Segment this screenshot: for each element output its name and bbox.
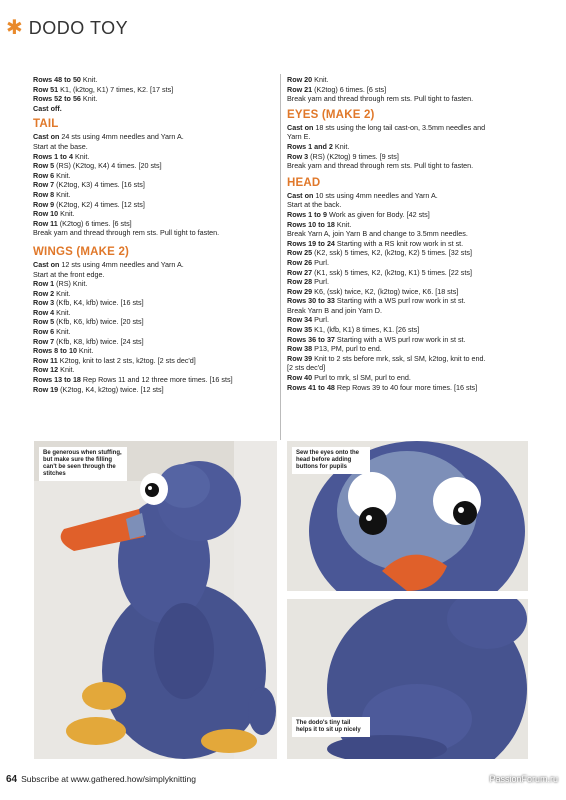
instruction-line	[33, 94, 233, 104]
instruction-line	[33, 190, 233, 200]
instruction-text: Knit.	[54, 170, 71, 180]
instruction-line	[287, 200, 486, 210]
instruction-row-label: Row 5	[33, 317, 55, 327]
instruction-line	[33, 308, 233, 318]
instruction-text: Break yarn and thread through rem sts. Pull tight to fasten.	[287, 161, 474, 171]
photo-dodo-side	[34, 441, 277, 759]
instruction-line	[287, 220, 486, 230]
page-footer	[6, 774, 196, 785]
instruction-row-label: Rows 8 to 10	[33, 346, 77, 356]
instruction-row-label: Cast on	[287, 190, 314, 200]
instruction-row-label: Rows 52 to 56	[33, 94, 81, 104]
instruction-text: (K2, ssk) 5 times, K2, (k2tog, K2) 5 times. [32 sts]	[312, 248, 472, 258]
instruction-line	[287, 210, 486, 220]
instruction-row-label: Rows 13 to 18	[33, 375, 81, 385]
instruction-text: (K2tog, K4, k2tog) twice. [12 sts]	[58, 384, 164, 394]
instruction-row-label: Rows 48 to 50	[33, 75, 81, 84]
instruction-line	[33, 356, 233, 366]
instruction-line	[33, 85, 233, 95]
instruction-text: Knit.	[54, 189, 71, 199]
instruction-text: Start at the back.	[287, 200, 342, 210]
instruction-line	[287, 325, 486, 335]
instruction-line	[33, 260, 233, 270]
instruction-row-label: Row 34	[287, 315, 313, 325]
instruction-row-label: Cast on	[33, 259, 60, 269]
instruction-text: Break Yarn B and join Yarn D.	[287, 305, 382, 315]
instruction-line	[33, 375, 233, 385]
instruction-line	[287, 268, 486, 278]
instruction-text: Knit.	[312, 75, 329, 84]
instruction-row-label: Rows 19 to 24	[287, 238, 335, 248]
instruction-line	[287, 287, 486, 297]
column-divider	[280, 74, 281, 440]
instruction-text: Break yarn and thread through rem sts. Pull tight to fasten.	[287, 94, 474, 104]
instruction-text: 12 sts using 4mm needles and Yarn A.	[59, 259, 184, 269]
instruction-text: Knit.	[332, 141, 350, 151]
wings-instructions	[33, 260, 233, 394]
tail-instructions	[33, 132, 233, 238]
instruction-text: Knit.	[334, 219, 352, 229]
instruction-row-label: Row 21	[287, 84, 313, 94]
instruction-text: Knit.	[76, 346, 94, 356]
instruction-row-label: Row 11	[33, 218, 58, 228]
instruction-line	[33, 289, 233, 299]
instruction-row-label: Row 35	[287, 325, 313, 335]
instruction-line	[287, 85, 486, 95]
instruction-row-label: Row 5	[33, 161, 55, 171]
instruction-line	[287, 315, 486, 325]
wings-heading: WINGS (MAKE 2)	[33, 245, 130, 258]
instruction-row-label: Row 3	[33, 298, 55, 308]
head-instructions	[287, 191, 486, 392]
instruction-line	[287, 335, 486, 345]
instruction-line	[33, 337, 233, 347]
instruction-line	[287, 123, 486, 133]
instruction-text: 18 sts using the long tail cast-on, 3.5mm needles and	[313, 122, 486, 132]
instruction-line	[33, 270, 233, 280]
instruction-row-label: Row 51	[33, 84, 59, 94]
instruction-text: (RS) (K2tog) 9 times. [9 sts]	[308, 151, 399, 161]
right-column	[287, 75, 486, 392]
instruction-text: (K2tog, K2) 4 times. [12 sts]	[54, 199, 145, 209]
instruction-text: Purl.	[312, 277, 329, 287]
instruction-row-label: Cast on	[287, 122, 314, 132]
instruction-row-label: Row 6	[33, 170, 55, 180]
instruction-line	[33, 346, 233, 356]
instruction-text: Purl to mrk, sl SM, purl to end.	[312, 373, 411, 383]
instruction-line	[33, 209, 233, 219]
instruction-line	[287, 248, 486, 258]
instruction-line	[287, 161, 486, 171]
left-column	[33, 75, 233, 394]
instruction-text: Rep Rows 11 and 12 three more times. [16 sts]	[80, 375, 233, 385]
instruction-line	[287, 363, 486, 373]
instruction-row-label: Rows 41 to 48	[287, 382, 335, 392]
page-number: 64	[6, 774, 18, 785]
instruction-text: Knit.	[80, 94, 98, 104]
instruction-row-label: Row 12	[33, 365, 59, 375]
instruction-row-label: Rows 1 and 2	[287, 141, 333, 151]
instruction-line	[33, 228, 233, 238]
instruction-line	[287, 258, 486, 268]
caption-tail: The dodo's tiny tail helps it to sit up nicely	[292, 717, 370, 737]
instruction-row-label: Row 10	[33, 209, 59, 219]
instruction-text: Starting with a WS purl row work in st st.	[334, 296, 466, 306]
head-heading: HEAD	[287, 176, 321, 189]
instruction-text: Knit to 2 sts before mrk, ssk, sl SM, k2tog, knit to end.	[312, 353, 486, 363]
instruction-row-label: Row 6	[33, 327, 55, 337]
instruction-text: [2 sts dec'd]	[287, 363, 326, 373]
instruction-text: Purl.	[312, 257, 329, 267]
eyes-instructions	[287, 123, 486, 171]
right-intro	[287, 75, 486, 104]
instruction-row-label: Row 9	[33, 199, 55, 209]
instruction-text: (K2tog, K3) 4 times. [16 sts]	[54, 180, 145, 190]
instruction-row-label: Rows 1 to 4	[33, 151, 73, 161]
instruction-text: 10 sts using 4mm needles and Yarn A.	[313, 190, 438, 200]
instruction-line	[33, 161, 233, 171]
instruction-line	[287, 229, 486, 239]
instruction-row-label: Row 19	[33, 384, 59, 394]
instruction-text: (RS) (K2tog, K4) 4 times. [20 sts]	[54, 161, 162, 171]
instruction-line	[287, 296, 486, 306]
instruction-text: K1, (kfb, K1) 8 times, K1. [26 sts]	[312, 325, 420, 335]
instruction-row-label: Row 38	[287, 344, 313, 354]
instruction-text: Start at the base.	[33, 141, 88, 151]
instruction-row-label: Row 20	[287, 75, 313, 84]
instruction-text: (RS) Knit.	[54, 279, 88, 289]
instruction-text: Knit.	[72, 151, 90, 161]
instruction-row-label: Row 39	[287, 353, 313, 363]
instruction-line	[33, 219, 233, 229]
watermark: PassionForum.ru	[489, 774, 558, 784]
instruction-line	[287, 132, 486, 142]
instruction-text: Work as given for Body. [42 sts]	[326, 209, 430, 219]
instruction-line	[287, 75, 486, 85]
instruction-text: K6, (ssk) twice, K2, (k2tog) twice, K6. [18 sts]	[312, 286, 459, 296]
caption-eyes: Sew the eyes onto the head before adding buttons for pupils	[292, 447, 370, 474]
instruction-text: Starting with a RS knit row work in st st.	[334, 238, 464, 248]
instruction-row-label: Row 27	[287, 267, 313, 277]
instruction-line	[33, 279, 233, 289]
instruction-line	[287, 152, 486, 162]
photo-dodo-tail	[287, 599, 528, 759]
instruction-line	[287, 142, 486, 152]
instruction-row-label: Row 28	[287, 277, 313, 287]
instruction-text: (Kfb, K4, kfb) twice. [16 sts]	[54, 298, 144, 308]
instruction-text: (K2tog) 6 times. [6 sts]	[57, 218, 132, 228]
instruction-text: Knit.	[54, 288, 71, 298]
instruction-line	[287, 373, 486, 383]
section-title: DODO TOY	[28, 17, 129, 38]
instruction-row-label: Rows 10 to 18	[287, 219, 335, 229]
instruction-text: Yarn E.	[287, 132, 311, 142]
instruction-text: Knit.	[58, 365, 75, 375]
section-header	[6, 17, 128, 39]
instruction-line	[33, 152, 233, 162]
instruction-line	[33, 327, 233, 337]
instruction-row-label: Row 26	[287, 257, 313, 267]
instruction-line	[33, 365, 233, 375]
instruction-line	[287, 94, 486, 104]
instruction-row-label: Row 29	[287, 286, 313, 296]
instruction-row-label: Rows 30 to 33	[287, 296, 335, 306]
asterisk-icon: ✱	[6, 17, 23, 39]
instruction-row-label: Rows 36 to 37	[287, 334, 335, 344]
photo-dodo-head	[287, 441, 528, 591]
instruction-text: (K1, ssk) 5 times, K2, (k2tog, K1) 5 times. [22 sts]	[312, 267, 472, 277]
instruction-line	[287, 344, 486, 354]
instruction-line	[33, 298, 233, 308]
instruction-text: K2tog, knit to last 2 sts, k2tog. [2 sts dec'd]	[57, 355, 196, 365]
instruction-row-label: Row 7	[33, 180, 55, 190]
instruction-line	[33, 142, 233, 152]
instruction-row-label: Row 8	[33, 189, 55, 199]
instruction-text: K1, (k2tog, K1) 7 times, K2. [17 sts]	[58, 84, 174, 94]
instruction-row-label: Row 1	[33, 279, 55, 289]
instruction-row-label: Cast on	[33, 132, 60, 142]
instruction-line	[33, 317, 233, 327]
instruction-text: (Kfb, K8, kfb) twice. [24 sts]	[54, 336, 144, 346]
instruction-text: Break Yarn A, join Yarn B and change to 3.5mm needles.	[287, 229, 468, 239]
instruction-line	[33, 180, 233, 190]
instruction-row-label: Row 3	[287, 151, 309, 161]
instruction-row-label: Row 2	[33, 288, 55, 298]
left-intro	[33, 75, 233, 113]
instruction-text: Purl.	[312, 315, 329, 325]
instruction-text: Knit.	[54, 327, 71, 337]
instruction-text: Knit.	[58, 209, 75, 219]
instruction-row-label: Row 4	[33, 307, 55, 317]
instruction-line	[33, 200, 233, 210]
instruction-text: Rep Rows 39 to 40 four more times. [16 sts]	[334, 382, 478, 392]
instruction-line	[33, 385, 233, 395]
instruction-line	[33, 171, 233, 181]
eyes-heading: EYES (MAKE 2)	[287, 108, 375, 121]
instruction-line	[287, 239, 486, 249]
instruction-text: Knit.	[80, 75, 98, 84]
tail-heading: TAIL	[33, 118, 59, 131]
instruction-row-label: Row 25	[287, 248, 313, 258]
instruction-line	[33, 132, 233, 142]
instruction-text: Starting with a WS purl row work in st st.	[334, 334, 466, 344]
instruction-line	[287, 354, 486, 364]
instruction-row-label: Rows 1 to 9	[287, 209, 327, 219]
subscribe-link[interactable]: Subscribe at www.gathered.how/simplyknitting	[21, 774, 196, 784]
instruction-text: Knit.	[54, 307, 71, 317]
caption-stuffing: Be generous when stuffing, but make sure the filling can't be seen through the stitches	[39, 447, 127, 481]
instruction-row-label: Row 40	[287, 373, 313, 383]
instruction-row-label: Row 11	[33, 355, 58, 365]
instruction-row-label: Cast off.	[33, 103, 62, 113]
instruction-text: 24 sts using 4mm needles and Yarn A.	[59, 132, 184, 142]
instruction-line	[287, 383, 486, 393]
instruction-row-label: Row 7	[33, 336, 55, 346]
instruction-text: Start at the front edge.	[33, 269, 105, 279]
dodo-side-illustration	[34, 441, 277, 759]
instruction-text: (K2tog) 6 times. [6 sts]	[312, 84, 387, 94]
instruction-line	[33, 75, 233, 85]
instruction-text: Break yarn and thread through rem sts. Pull tight to fasten.	[33, 228, 220, 238]
instruction-line	[33, 104, 233, 114]
instruction-text: P13, PM, purl to end.	[312, 344, 382, 354]
instruction-line	[287, 306, 486, 316]
instruction-line	[287, 191, 486, 201]
instruction-line	[287, 277, 486, 287]
instruction-text: (Kfb, K6, kfb) twice. [20 sts]	[54, 317, 144, 327]
